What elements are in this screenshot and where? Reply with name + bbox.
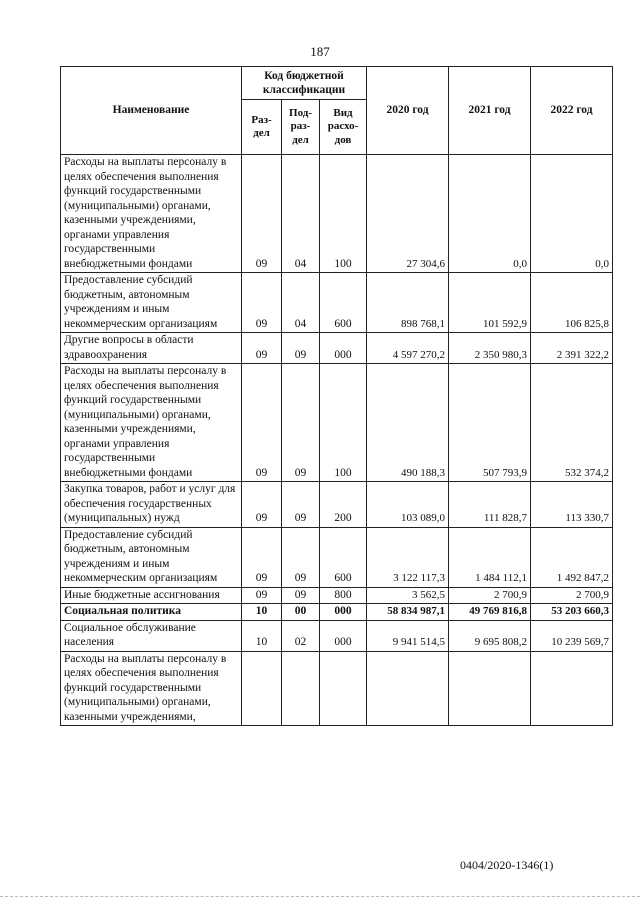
row-value-2020: 3 122 117,3	[367, 527, 449, 587]
row-section: 09	[242, 482, 282, 528]
row-subsection: 09	[282, 587, 320, 604]
row-value-2021: 0,0	[449, 155, 531, 273]
header-expense-type: Вид расхо- дов	[320, 100, 367, 155]
header-year-2022: 2022 год	[531, 67, 613, 155]
row-value-2021: 101 592,9	[449, 273, 531, 333]
row-name: Предоставление субсидий бюджетным, автономным учреждениям и иным некоммерческим организациям	[61, 527, 242, 587]
row-value-2022: 2 700,9	[531, 587, 613, 604]
row-subsection: 00	[282, 604, 320, 621]
row-section: 09	[242, 527, 282, 587]
row-value-2021	[449, 651, 531, 726]
row-subsection	[282, 651, 320, 726]
header-subsection: Под- раз- дел	[282, 100, 320, 155]
row-value-2020: 9 941 514,5	[367, 620, 449, 651]
row-name: Расходы на выплаты персоналу в целях обеспечения выполнения функций государственными (муниципальными) органами, казенными учреждениями, органами управления государственными внебюджетными фондами	[61, 155, 242, 273]
header-year-2021: 2021 год	[449, 67, 531, 155]
header-section: Раз- дел	[242, 100, 282, 155]
row-name: Социальное обслуживание населения	[61, 620, 242, 651]
table-row	[61, 620, 613, 651]
row-name: Закупка товаров, работ и услуг для обеспечения государственных (муниципальных) нужд	[61, 482, 242, 528]
row-expense-type	[320, 651, 367, 726]
page-number: 187	[310, 44, 330, 59]
row-value-2020: 103 089,0	[367, 482, 449, 528]
row-name: Расходы на выплаты персоналу в целях обеспечения выполнения функций государственными (муниципальными) органами, казенными учреждениями,	[61, 651, 242, 726]
row-value-2020: 3 562,5	[367, 587, 449, 604]
row-value-2022: 0,0	[531, 155, 613, 273]
row-value-2021: 9 695 808,2	[449, 620, 531, 651]
row-value-2022: 106 825,8	[531, 273, 613, 333]
row-value-2020: 58 834 987,1	[367, 604, 449, 621]
row-value-2021: 111 828,7	[449, 482, 531, 528]
row-value-2022: 113 330,7	[531, 482, 613, 528]
row-subsection: 02	[282, 620, 320, 651]
row-subsection: 09	[282, 482, 320, 528]
row-value-2021: 49 769 816,8	[449, 604, 531, 621]
header-budget-code: Код бюджетной классификации	[242, 67, 367, 100]
row-value-2022: 532 374,2	[531, 364, 613, 482]
row-name: Социальная политика	[61, 604, 242, 621]
row-expense-type: 600	[320, 273, 367, 333]
row-expense-type: 100	[320, 364, 367, 482]
table-body	[61, 155, 613, 726]
row-value-2022: 1 492 847,2	[531, 527, 613, 587]
table-row	[61, 482, 613, 528]
table-row	[61, 651, 613, 726]
row-subsection: 09	[282, 333, 320, 364]
row-value-2021: 1 484 112,1	[449, 527, 531, 587]
table-row	[61, 273, 613, 333]
row-value-2021: 507 793,9	[449, 364, 531, 482]
row-value-2020: 4 597 270,2	[367, 333, 449, 364]
row-section	[242, 651, 282, 726]
row-subsection: 04	[282, 273, 320, 333]
row-expense-type: 000	[320, 604, 367, 621]
row-value-2021: 2 700,9	[449, 587, 531, 604]
row-value-2020: 27 304,6	[367, 155, 449, 273]
document-code: 0404/2020-1346(1)	[460, 858, 554, 872]
row-value-2022: 10 239 569,7	[531, 620, 613, 651]
table-row	[61, 364, 613, 482]
row-name: Другие вопросы в области здравоохранения	[61, 333, 242, 364]
row-expense-type: 200	[320, 482, 367, 528]
table-row	[61, 155, 613, 273]
row-value-2022: 2 391 322,2	[531, 333, 613, 364]
row-expense-type: 600	[320, 527, 367, 587]
scan-edge	[0, 896, 640, 898]
header-year-2020: 2020 год	[367, 67, 449, 155]
row-section: 09	[242, 587, 282, 604]
row-value-2021: 2 350 980,3	[449, 333, 531, 364]
row-name: Предоставление субсидий бюджетным, автономным учреждениям и иным некоммерческим организациям	[61, 273, 242, 333]
row-expense-type: 100	[320, 155, 367, 273]
row-subsection: 09	[282, 364, 320, 482]
row-value-2020: 490 188,3	[367, 364, 449, 482]
row-section: 09	[242, 333, 282, 364]
row-value-2020: 898 768,1	[367, 273, 449, 333]
budget-table-container	[60, 66, 612, 726]
row-subsection: 04	[282, 155, 320, 273]
row-value-2020	[367, 651, 449, 726]
row-name: Расходы на выплаты персоналу в целях обеспечения выполнения функций государственными (муниципальными) органами, казенными учреждениями, органами управления государственными внебюджетными фондами	[61, 364, 242, 482]
row-subsection: 09	[282, 527, 320, 587]
header-name: Наименование	[61, 67, 242, 155]
row-value-2022	[531, 651, 613, 726]
row-section: 10	[242, 604, 282, 621]
row-section: 09	[242, 273, 282, 333]
table-row	[61, 604, 613, 621]
row-section: 10	[242, 620, 282, 651]
row-value-2022: 53 203 660,3	[531, 604, 613, 621]
row-expense-type: 000	[320, 333, 367, 364]
table-row	[61, 527, 613, 587]
budget-table	[60, 66, 613, 726]
table-row	[61, 587, 613, 604]
row-name: Иные бюджетные ассигнования	[61, 587, 242, 604]
table-row	[61, 333, 613, 364]
row-expense-type: 000	[320, 620, 367, 651]
row-section: 09	[242, 155, 282, 273]
row-section: 09	[242, 364, 282, 482]
row-expense-type: 800	[320, 587, 367, 604]
